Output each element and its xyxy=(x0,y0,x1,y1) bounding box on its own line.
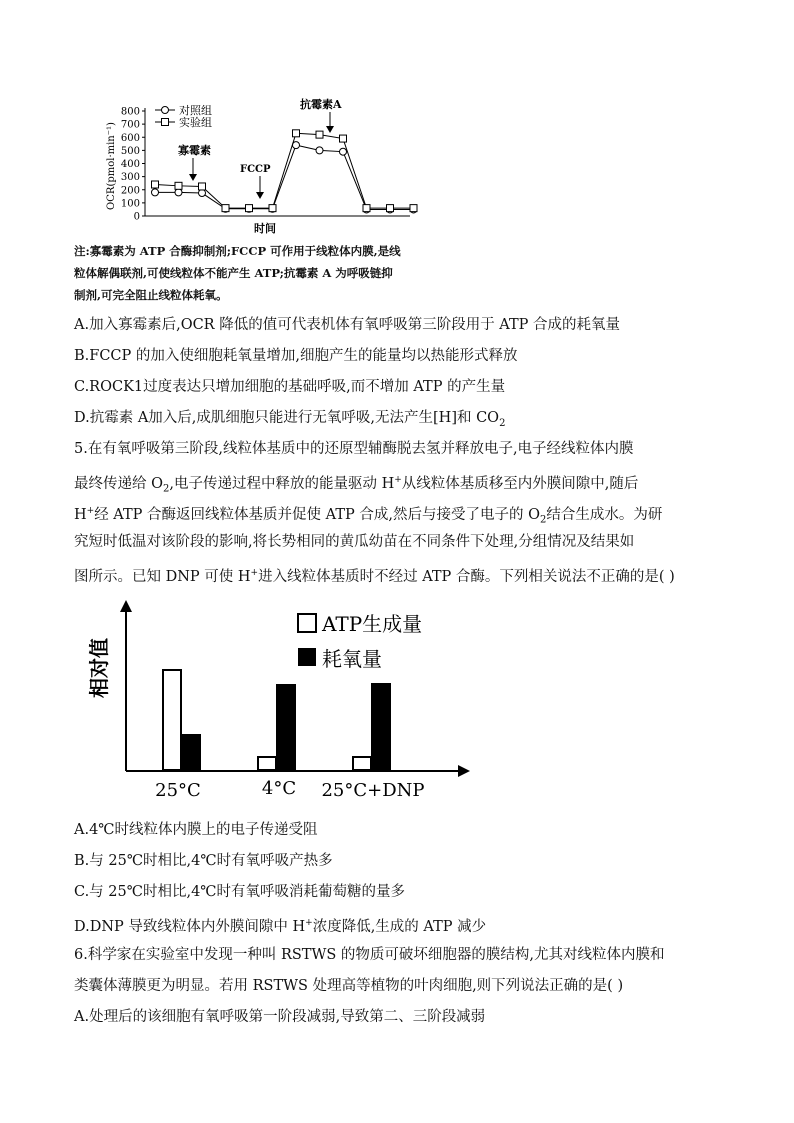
q5-option-d: D.DNP 导致线粒体内外膜间隙中 H+浓度降低,生成的 ATP 减少 xyxy=(74,918,487,935)
legend-control: 对照组 xyxy=(179,104,212,117)
control-point xyxy=(175,189,182,196)
q5-stem-line-5: 图所示。已知 DNP 可使 H+进入线粒体基质时不经过 ATP 合酶。下列相关说法不正确的是( ) xyxy=(74,568,675,585)
bar-oxygen-consumption xyxy=(182,735,200,770)
bar-category-25c: 25°C xyxy=(155,780,201,801)
q4-option-a: A.加入寡霉素后,OCR 降低的值可代表机体有氧呼吸第三阶段用于 ATP 合成的耗氧量 xyxy=(74,317,621,333)
ocr-y-tick-label: 100 xyxy=(120,198,140,210)
legend-o2-swatch xyxy=(298,648,316,666)
ocr-line-chart xyxy=(100,98,420,238)
ocr-x-label: 时间 xyxy=(254,222,276,235)
experiment-point xyxy=(269,205,276,212)
atp-bar-chart xyxy=(87,598,478,808)
control-point xyxy=(199,190,206,197)
q4-option-d: D.抗霉素 A加入后,成肌细胞只能进行无氧呼吸,无法产生[H]和 $CO_2$ xyxy=(74,410,506,429)
legend-o2-label: 耗氧量 xyxy=(322,647,382,671)
q4-option-c: C.ROCK1过度表达只增加细胞的基础呼吸,而不增加 ATP 的产生量 xyxy=(74,379,506,395)
legend-circle-marker xyxy=(162,107,169,114)
ocr-y-tick-label: 500 xyxy=(120,145,140,157)
legend-experiment: 实验组 xyxy=(179,116,212,129)
experiment-point xyxy=(316,131,323,138)
bar-category-4c: 4°C xyxy=(261,778,297,799)
bar-category-25c-dnp: 25°C+DNP xyxy=(321,780,425,801)
q6-stem-line-1: 6.科学家在实验室中发现一种叫 RSTWS 的物质可破坏细胞器的膜结构,尤其对线粒体内膜和 xyxy=(74,947,665,963)
q5-option-b: B.与 25℃时相比,4℃时有氧呼吸产热多 xyxy=(74,853,333,869)
control-point xyxy=(152,189,159,196)
ocr-legend xyxy=(155,103,212,129)
figure-note-line-3: 制剂,可完全阻止线粒体耗氧。 xyxy=(74,288,228,302)
experiment-point xyxy=(293,130,300,137)
q5-stem-line-4: 究短时低温对该阶段的影响,将长势相同的黄瓜幼苗在不同条件下处理,分组情况及结果如 xyxy=(74,534,635,550)
q6-option-a: A.处理后的该细胞有氧呼吸第一阶段减弱,导致第二、三阶段减弱 xyxy=(74,1009,486,1025)
experiment-point xyxy=(340,135,347,142)
bar-atp-production xyxy=(353,757,371,770)
q6-stem-line-2: 类囊体薄膜更为明显。若用 RSTWS 处理高等植物的叶肉细胞,则下列说法正确的是( ) xyxy=(74,978,624,994)
experiment-point xyxy=(222,205,229,212)
experiment-point xyxy=(363,205,370,212)
q5-option-c: C.与 25℃时相比,4℃时有氧呼吸消耗葡萄糖的量多 xyxy=(74,884,406,900)
legend-atp-label: ATP生成量 xyxy=(322,612,423,636)
figure-note-line-1: 注:寡霉素为 ATP 合酶抑制剂;FCCP 可作用于线粒体内膜,是线 xyxy=(74,244,401,258)
ocr-y-tick-label: 400 xyxy=(120,159,140,170)
figure-note-line-2: 粒体解偶联剂,可使线粒体不能产生 ATP;抗霉素 A 为呼吸链抑 xyxy=(74,266,393,280)
experiment-point xyxy=(199,183,206,190)
legend-atp-swatch xyxy=(298,614,316,632)
experiment-point xyxy=(152,181,159,188)
annotation-fccp: FCCP xyxy=(240,164,271,175)
legend-square-marker xyxy=(162,119,169,126)
ocr-y-tick-label: 700 xyxy=(120,119,140,131)
control-point xyxy=(340,148,347,155)
annotation-antimycin: 抗霉素A xyxy=(300,98,342,111)
ocr-y-tick-label: 600 xyxy=(120,132,140,144)
bar-y-label: 相对值 xyxy=(87,638,111,698)
ocr-y-label: OCR(pmol·min⁻¹) xyxy=(106,122,117,210)
ocr-y-tick-label: 200 xyxy=(120,185,140,197)
q5-stem-line-1: 5.在有氧呼吸第三阶段,线粒体基质中的还原型辅酶脱去氢并释放电子,电子经线粒体内膜 xyxy=(74,441,634,457)
bar-atp-production xyxy=(163,670,181,770)
annotation-oligomycin: 寡霉素 xyxy=(178,144,211,157)
bar-atp-production xyxy=(258,757,276,770)
bar-oxygen-consumption xyxy=(277,685,295,770)
q5-stem-line-2: 最终传递给 $O_2$,电子传递过程中释放的能量驱动 H+从线粒体基质移至内外膜间隙中,随后 xyxy=(74,475,639,495)
bar-oxygen-consumption xyxy=(372,684,390,770)
ocr-y-tick-label: 300 xyxy=(120,172,140,184)
ocr-y-tick-label: 800 xyxy=(120,106,140,118)
experiment-point xyxy=(387,205,394,212)
q5-option-a: A.4℃时线粒体内膜上的电子传递受阻 xyxy=(74,822,318,838)
experiment-point xyxy=(246,205,253,212)
ocr-y-tick-label: 0 xyxy=(133,211,140,223)
experiment-point xyxy=(410,205,417,212)
q4-option-b: B.FCCP 的加入使细胞耗氧量增加,细胞产生的能量均以热能形式释放 xyxy=(74,348,518,364)
experiment-point xyxy=(175,182,182,189)
q5-stem-line-3: H+经 ATP 合酶返回线粒体基质并促使 ATP 合成,然后与接受了电子的 $O_2$结合生成水。为研 xyxy=(74,506,663,526)
control-point xyxy=(316,147,323,154)
